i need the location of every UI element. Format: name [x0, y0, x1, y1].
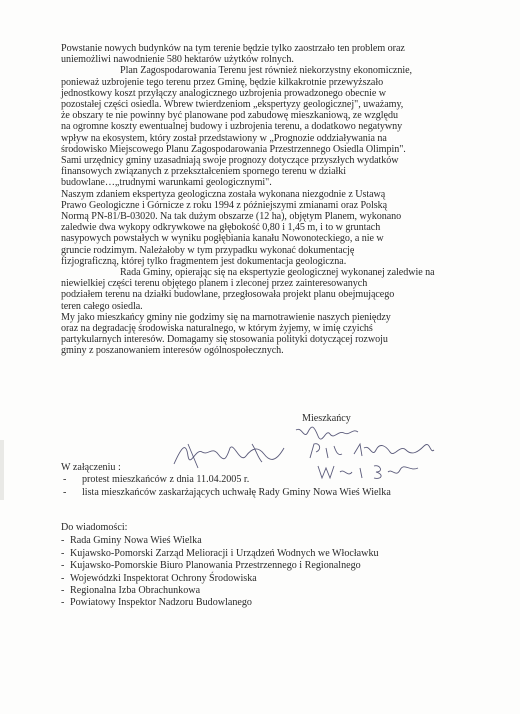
distribution-item: - Wojewódzki Inspektorat Ochrony Środowiska [61, 572, 257, 584]
body-line: podziałem terenu na działki budowlane, przegłosowała projekt planu obejmującego [61, 289, 395, 301]
body-line: Rada Gminy, opierając się na ekspertyzie geologicznej wykonanej zaledwie na [120, 267, 435, 279]
distribution-text: Regionalna Izba Obrachunkowa [70, 585, 201, 597]
signers-block [302, 413, 351, 424]
distribution-section [61, 522, 379, 610]
distribution-text: Rada Gminy Nowa Wieś Wielka [70, 535, 202, 547]
body-line: pozostałej części osiedla. Wbrew twierdzeniom „ekspertyzy geologicznej", uważamy, [61, 99, 404, 111]
distribution-item: - Rada Gminy Nowa Wieś Wielka [61, 535, 202, 547]
attachment-item [61, 487, 391, 499]
body-line: Plan Zagospodarowania Terenu jest również niekorzystny ekonomicznie, [120, 65, 412, 77]
body-line: Normą PN-81/B-03020. Na tak dużym obszarze (12 ha), objętym Planem, wykonano [61, 211, 402, 223]
body-line: gminy z poszanowaniem interesów ogólnospołecznych. [61, 345, 284, 357]
body-line: partykularnych interesów. Domagamy się stosowania polityki dotyczącej rozwoju [61, 334, 388, 346]
body-line: My jako mieszkańcy gminy nie godzimy się na marnotrawienie naszych pieniędzy [61, 311, 391, 323]
distribution-item: - Kujawsko-Pomorskie Biuro Planowania Przestrzennego i Regionalnego [61, 560, 361, 572]
body-line: na ogromne koszty ewentualnej budowy i uzbrojenia terenu, a dodatkowo negatywny [61, 121, 403, 133]
body-line: oraz na degradację środowiska naturalnego, w którym żyjemy, w imię czyichś [61, 323, 373, 335]
body-line: ponieważ uzbrojenie tego terenu przez Gminę, będzie kilkakrotnie przewyższało [61, 76, 384, 88]
body-line: niewielkiej części terenu objętego planem i zleconej przez zainteresowanych [61, 278, 368, 290]
body-line: budowlane…„trudnymi warunkami geologicznymi". [61, 177, 272, 189]
distribution-text: Kujawsko-Pomorskie Biuro Planowania Przestrzennego i Regionalnego [70, 560, 361, 572]
bullet-dash: - [63, 486, 67, 498]
body-line: jednostkowy koszt przyłączy analogicznego uzbrojenia prowadzonego obecnie w [61, 87, 387, 99]
attachments-section [61, 462, 391, 499]
body-line: fizjograficzną, której tylko fragmentem jest dokumentacja geologiczna. [61, 255, 347, 267]
signature-3 [306, 440, 436, 462]
body-line: wpływ na ekosystem, który został przedstawiony w „Prognozie oddziaływania na [61, 132, 387, 144]
body-line: Sami urzędnicy gminy uzasadniają swoje prognozy dotyczące przyszłych wydatków [61, 155, 399, 167]
body-line: środowisko Miejscowego Planu Zagospodarowania Przestrzennego Osiedla Olimpin". [61, 143, 406, 155]
body-line: zaledwie dwa wykopy odkrywkowe na głębokość 0,80 i 1,45 m, i to w gruntach [61, 222, 381, 234]
distribution-text: Powiatowy Inspektor Nadzoru Budowlanego [70, 597, 252, 609]
attachments-heading: W załączeniu : [61, 462, 121, 473]
distribution-item: - Powiatowy Inspektor Nadzoru Budowlanego [61, 597, 252, 609]
bullet-dash: - [63, 474, 67, 486]
signers-label: Mieszkańcy [302, 413, 351, 424]
body-line: uniemożliwi nawodnienie 580 hektarów użytków rolnych. [61, 54, 294, 66]
letter-body [61, 43, 461, 357]
distribution-text: Wojewódzki Inspektorat Ochrony Środowiska [70, 572, 257, 584]
distribution-text: Kujawsko-Pomorski Zarząd Melioracji i Urządzeń Wodnych we Włocławku [70, 547, 379, 559]
body-line: gruncie rodzimym. Należałoby w tym przypadku wykonać dokumentację [61, 244, 355, 256]
attachment-text: protest mieszkańców z dnia 11.04.2005 r. [82, 474, 250, 486]
body-line: że obszary te nie powinny być planowane pod zabudowę mieszkaniową, ze względu [61, 110, 398, 122]
body-line: Prawo Geologiczne i Górnicze z roku 1994 z późniejszymi zmianami oraz Polską [61, 199, 388, 211]
scan-edge-shadow [0, 440, 4, 500]
body-line: finansowych związanych z przekształceniem spornego terenu w działki [61, 166, 347, 178]
body-line: Powstanie nowych budynków na tym terenie będzie tylko zaostrzało ten problem oraz [61, 43, 405, 54]
body-line: Naszym zdaniem ekspertyza geologiczna została wykonana niezgodnie z Ustawą [61, 188, 386, 200]
attachment-text: lista mieszkańców zaskarżających uchwałę Rady Gminy Nowa Wieś Wielka [82, 486, 391, 498]
distribution-item: - Kujawsko-Pomorski Zarząd Melioracji i Urządzeń Wodnych we Włocławku [61, 547, 379, 559]
body-line: nasypowych powstałych w wyniku pogłębiania kanału Nowonoteckiego, a nie w [61, 233, 384, 245]
distribution-heading: Do wiadomości: [61, 522, 128, 533]
body-line: teren całego osiedla. [61, 300, 143, 312]
attachment-item [61, 474, 391, 486]
distribution-item: - Regionalna Izba Obrachunkowa [61, 585, 201, 597]
